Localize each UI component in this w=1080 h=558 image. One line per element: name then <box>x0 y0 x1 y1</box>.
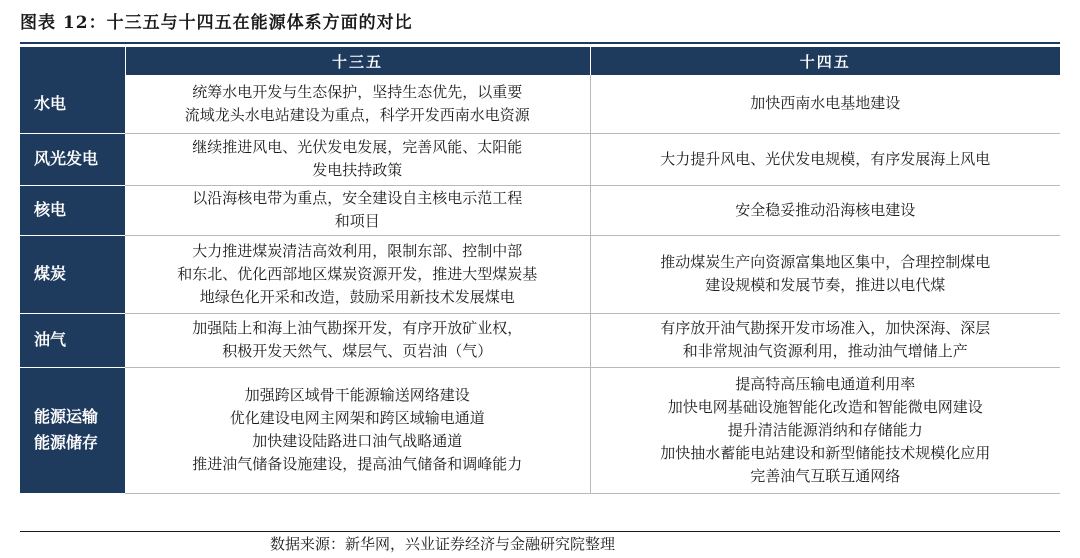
cell-text-line: 加快电网基础设施智能化改造和智能微电网建设 <box>667 397 983 416</box>
cell-text-line: 以沿海核电带为重点，安全建设自主核电示范工程 <box>192 189 523 207</box>
cell-text-line: 有序放开油气勘探开发市场准入，加快深海、深层 <box>660 319 991 337</box>
cell-text-line: 加强跨区域骨干能源输送网络建设 <box>244 386 470 404</box>
cell-text-line: 统筹水电开发与生态保护，坚持生态优先，以重要 <box>192 82 523 101</box>
row-category: 煤炭 <box>20 235 125 313</box>
table-row <box>20 235 1060 313</box>
cell-text-line: 大力提升风电、光伏发电规模，有序发展海上风电 <box>660 149 991 168</box>
header-14th-plan: 十四五 <box>590 47 1060 75</box>
cell-text-line: 安全稳妥推动沿海核电建设 <box>735 200 916 219</box>
row-category: 油气 <box>20 313 125 367</box>
cell-14th-plan <box>590 185 1060 235</box>
figure-title: 图表 12：十三五与十四五在能源体系方面的对比 <box>20 13 413 33</box>
table-row <box>20 185 1060 235</box>
data-source: 数据来源：新华网，兴业证券经济与金融研究院整理 <box>270 535 616 553</box>
cell-text-line: 和东北、优化西部地区煤炭资源开发，推进大型煤炭基 <box>177 264 538 283</box>
cell-text-line: 提高特高压输电通道利用率 <box>735 374 916 393</box>
cell-text-line: 大力推进煤炭清洁高效利用，限制东部、控制中部 <box>192 241 523 260</box>
cell-text-line: 推动煤炭生产向资源富集地区集中，合理控制煤电 <box>660 253 991 271</box>
header-category <box>20 47 125 75</box>
row-category-line: 能源储存 <box>34 433 99 452</box>
cell-text-line: 发电扶持政策 <box>312 161 403 179</box>
cell-13th-plan <box>125 133 590 185</box>
cell-14th-plan <box>590 367 1060 493</box>
row-category: 风光发电 <box>20 133 125 185</box>
table-bottom-rule <box>20 531 1060 532</box>
cell-text-line: 继续推进风电、光伏发电发展，完善风能、太阳能 <box>192 138 523 156</box>
cell-14th-plan <box>590 75 1060 133</box>
cell-text-line: 积极开发天然气、煤层气、页岩油（气） <box>222 342 493 360</box>
table-row <box>20 75 1060 133</box>
table-row <box>20 367 1060 493</box>
row-category-line: 能源运输 <box>34 407 99 426</box>
cell-14th-plan <box>590 235 1060 313</box>
cell-text-line: 建设规模和发展节奏，推进以电代煤 <box>705 276 946 294</box>
cell-13th-plan <box>125 367 590 493</box>
cell-text-line: 地绿色化开采和改造，鼓励采用新技术发展煤电 <box>199 287 515 306</box>
cell-text-line: 加快抽水蓄能电站建设和新型储能技术规模化应用 <box>660 443 991 462</box>
cell-text-line: 流域龙头水电站建设为重点，科学开发西南水电资源 <box>184 105 530 124</box>
cell-text-line: 加快西南水电基地建设 <box>750 94 901 113</box>
cell-text-line: 完善油气互联互通网络 <box>750 466 901 485</box>
title-divider <box>20 42 1060 44</box>
cell-13th-plan <box>125 75 590 133</box>
comparison-table <box>20 47 1060 494</box>
cell-14th-plan <box>590 133 1060 185</box>
cell-13th-plan <box>125 313 590 367</box>
cell-text-line: 和非常规油气资源利用，推动油气增储上产 <box>682 342 968 360</box>
cell-13th-plan <box>125 185 590 235</box>
cell-text-line: 加快建设陆路进口油气战略通道 <box>252 432 463 450</box>
cell-text-line: 优化建设电网主网架和跨区域输电通道 <box>229 409 485 427</box>
table-row <box>20 313 1060 367</box>
cell-14th-plan <box>590 313 1060 367</box>
cell-text-line: 和项目 <box>334 212 380 230</box>
cell-text-line: 提升清洁能源消纳和存储能力 <box>727 420 923 439</box>
cell-13th-plan <box>125 235 590 313</box>
cell-text-line: 加强陆上和海上油气勘探开发，有序开放矿业权， <box>192 319 523 337</box>
table-row <box>20 133 1060 185</box>
cell-text-line: 推进油气储备设施建设，提高油气储备和调峰能力 <box>192 455 523 473</box>
table-header-row <box>20 47 1060 75</box>
row-category <box>20 367 125 493</box>
header-13th-plan: 十三五 <box>125 47 590 75</box>
row-category: 水电 <box>20 75 125 133</box>
row-category: 核电 <box>20 185 125 235</box>
